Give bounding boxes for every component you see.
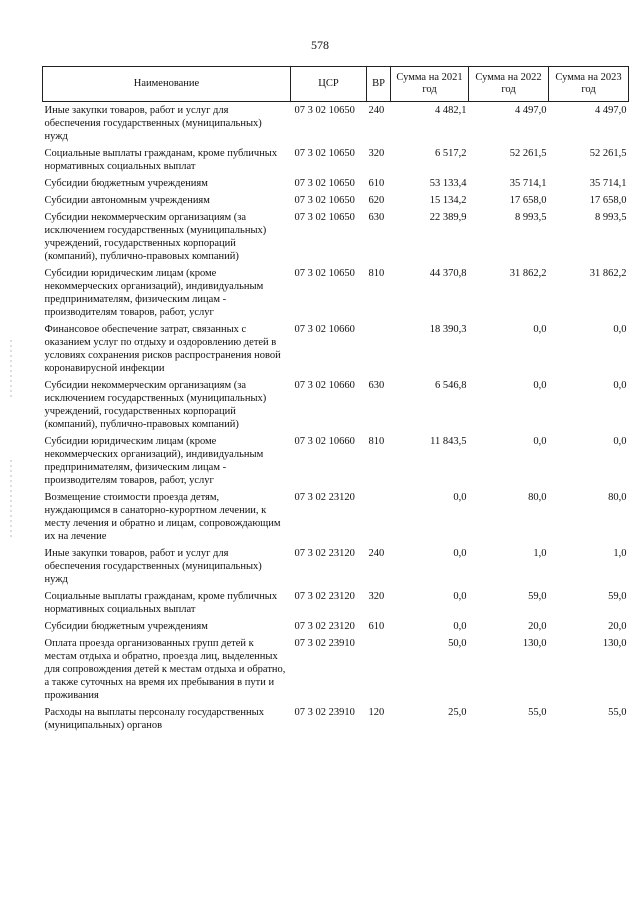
cell-y2023: 0,0 <box>613 436 627 447</box>
table-row <box>43 265 629 321</box>
cell-vr: 320 <box>368 148 385 159</box>
header-vr: ВР <box>367 67 391 102</box>
cell-name: Субсидии автономным учреждениям <box>44 195 210 206</box>
table-row <box>43 209 629 265</box>
cell-y2023: 31 862,2 <box>589 268 627 279</box>
cell-csr: 07 3 02 23120 <box>294 492 355 503</box>
cell-csr: 07 3 02 23120 <box>294 621 355 632</box>
cell-name: Иные закупки товаров, работ и услуг для обеспечения государственных (муниципальных) нужд <box>44 105 262 142</box>
cell-name: Оплата проезда организованных групп детей к местам отдыха и обратно, проезда лиц, выделенных для сопровождения детей к местам отдыха и обратно, а также суточных на время их пребывания в пути и проживания <box>44 638 286 701</box>
table-row <box>43 377 629 433</box>
table-row <box>43 635 629 704</box>
cell-vr: 120 <box>368 707 385 718</box>
table-row <box>43 192 629 209</box>
cell-name: Субсидии юридическим лицам (кроме некоммерческих организаций), индивидуальным предпринимателям, физическим лицам - производителям товаров, работ, услуг <box>44 268 264 318</box>
cell-csr: 07 3 02 10650 <box>294 178 355 189</box>
cell-y2021: 0,0 <box>453 621 467 632</box>
cell-y2021: 0,0 <box>453 548 467 559</box>
table-body <box>43 102 629 735</box>
cell-y2023: 80,0 <box>608 492 627 503</box>
table-row <box>43 489 629 545</box>
cell-y2021: 0,0 <box>453 591 467 602</box>
cell-y2023: 59,0 <box>608 591 627 602</box>
cell-y2023: 55,0 <box>608 707 627 718</box>
cell-name: Субсидии некоммерческим организациям (за исключением государственных (муниципальных) учреждений, государственных корпораций (компаний), публично-правовых компаний) <box>44 212 267 262</box>
cell-y2021: 44 370,8 <box>429 268 467 279</box>
table-row <box>43 704 629 734</box>
cell-y2022: 130,0 <box>522 638 547 649</box>
cell-y2021: 25,0 <box>448 707 467 718</box>
cell-vr: 320 <box>368 591 385 602</box>
table-row <box>43 175 629 192</box>
cell-y2023: 35 714,1 <box>589 178 627 189</box>
cell-name: Субсидии бюджетным учреждениям <box>44 178 208 189</box>
cell-name: Финансовое обеспечение затрат, связанных с оказанием услуг по отдыху и оздоровлению детей в условиях сохранения рисков распространения новой коронавирусной инфекции <box>44 324 281 374</box>
table-row <box>43 145 629 175</box>
header-2021: Сумма на 2021 год <box>391 67 469 102</box>
cell-y2021: 4 482,1 <box>435 105 467 116</box>
page-number: 578 <box>311 38 329 52</box>
cell-vr: 810 <box>368 436 385 447</box>
cell-vr <box>367 489 391 545</box>
cell-y2023: 4 497,0 <box>595 105 627 116</box>
cell-y2023: 20,0 <box>608 621 627 632</box>
cell-y2021: 50,0 <box>448 638 467 649</box>
header-2023: Сумма на 2023 год <box>549 67 629 102</box>
cell-y2022: 59,0 <box>528 591 547 602</box>
cell-vr: 610 <box>368 178 385 189</box>
cell-vr: 810 <box>368 268 385 279</box>
cell-csr: 07 3 02 10660 <box>294 436 355 447</box>
cell-csr: 07 3 02 10650 <box>294 268 355 279</box>
cell-y2021: 18 390,3 <box>429 324 467 335</box>
cell-csr: 07 3 02 10660 <box>294 324 355 335</box>
table-row <box>43 433 629 489</box>
cell-vr: 240 <box>368 105 385 116</box>
table-row <box>43 545 629 588</box>
cell-csr: 07 3 02 23910 <box>294 707 355 718</box>
cell-y2023: 8 993,5 <box>595 212 627 223</box>
cell-name: Социальные выплаты гражданам, кроме публичных нормативных социальных выплат <box>44 591 278 615</box>
cell-name: Субсидии бюджетным учреждениям <box>44 621 208 632</box>
cell-name: Субсидии юридическим лицам (кроме некоммерческих организаций), индивидуальным предпринимателям, физическим лицам - производителям товаров, работ, услуг <box>44 436 264 486</box>
cell-name: Социальные выплаты гражданам, кроме публичных нормативных социальных выплат <box>44 148 278 172</box>
cell-y2022: 0,0 <box>533 324 547 335</box>
cell-y2023: 0,0 <box>613 380 627 391</box>
cell-y2021: 53 133,4 <box>429 178 467 189</box>
cell-y2023: 0,0 <box>613 324 627 335</box>
cell-y2021: 6 517,2 <box>435 148 467 159</box>
cell-vr <box>367 321 391 377</box>
header-csr: ЦСР <box>291 67 367 102</box>
cell-y2022: 17 658,0 <box>509 195 547 206</box>
cell-csr: 07 3 02 10650 <box>294 212 355 223</box>
table-row <box>43 102 629 146</box>
header-name: Наименование <box>43 67 291 102</box>
cell-y2021: 11 843,5 <box>430 436 467 447</box>
cell-name: Иные закупки товаров, работ и услуг для обеспечения государственных (муниципальных) нужд <box>44 548 262 585</box>
margin-scan-marks <box>8 340 14 600</box>
cell-y2022: 0,0 <box>533 380 547 391</box>
cell-y2022: 80,0 <box>528 492 547 503</box>
header-2022: Сумма на 2022 год <box>469 67 549 102</box>
cell-y2022: 1,0 <box>533 548 547 559</box>
cell-vr: 630 <box>368 212 385 223</box>
cell-vr: 240 <box>368 548 385 559</box>
cell-y2021: 15 134,2 <box>429 195 467 206</box>
cell-vr <box>367 635 391 704</box>
cell-csr: 07 3 02 10650 <box>294 105 355 116</box>
cell-y2023: 52 261,5 <box>589 148 627 159</box>
cell-vr: 630 <box>368 380 385 391</box>
cell-y2022: 55,0 <box>528 707 547 718</box>
cell-y2022: 4 497,0 <box>515 105 547 116</box>
budget-table <box>42 66 629 734</box>
cell-y2022: 8 993,5 <box>515 212 547 223</box>
table-row <box>43 588 629 618</box>
cell-y2022: 20,0 <box>528 621 547 632</box>
cell-name: Расходы на выплаты персоналу государственных (муниципальных) органов <box>44 707 264 731</box>
cell-vr: 610 <box>368 621 385 632</box>
table-row <box>43 321 629 377</box>
cell-y2022: 31 862,2 <box>509 268 547 279</box>
cell-y2023: 1,0 <box>613 548 627 559</box>
cell-csr: 07 3 02 10660 <box>294 380 355 391</box>
cell-csr: 07 3 02 10650 <box>294 195 355 206</box>
cell-name: Возмещение стоимости проезда детям, нуждающимся в санаторно-курортном лечении, к месту лечения и обратно и лицам, сопровождающим их на лечение <box>44 492 281 542</box>
table-header-row <box>43 67 629 102</box>
cell-csr: 07 3 02 23120 <box>294 591 355 602</box>
cell-y2022: 0,0 <box>533 436 547 447</box>
cell-csr: 07 3 02 23910 <box>294 638 355 649</box>
cell-y2022: 35 714,1 <box>509 178 547 189</box>
cell-csr: 07 3 02 23120 <box>294 548 355 559</box>
cell-name: Субсидии некоммерческим организациям (за исключением государственных (муниципальных) учреждений, государственных корпораций (компаний), публично-правовых компаний) <box>44 380 267 430</box>
cell-y2021: 6 546,8 <box>435 380 467 391</box>
cell-y2023: 130,0 <box>602 638 627 649</box>
cell-y2021: 22 389,9 <box>429 212 467 223</box>
cell-csr: 07 3 02 10650 <box>294 148 355 159</box>
cell-vr: 620 <box>368 195 385 206</box>
table-row <box>43 618 629 635</box>
cell-y2021: 0,0 <box>453 492 467 503</box>
cell-y2022: 52 261,5 <box>509 148 547 159</box>
cell-y2023: 17 658,0 <box>589 195 627 206</box>
